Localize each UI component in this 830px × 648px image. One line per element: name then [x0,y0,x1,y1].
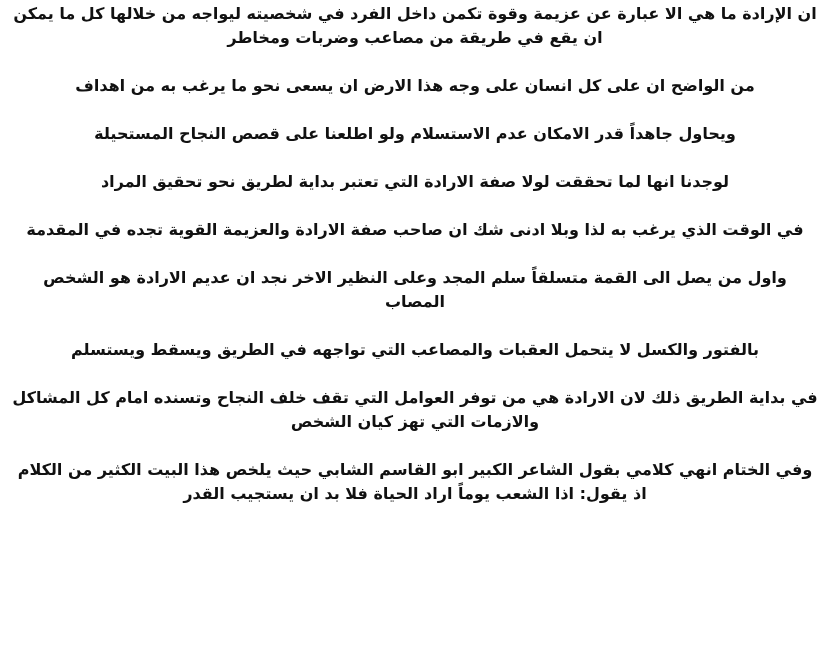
paragraph-2: من الواضح ان على كل انسان على وجه هذا الارض ان يسعى نحو ما يرغب به من اهداف [75,76,755,95]
paragraph-6: واول من يصل الى القمة متسلقاً سلم المجد وعلى النظير الاخر نجد ان عديم الارادة هو الشخص المصاب [43,268,787,311]
paragraph-conclusion: وفي الختام انهي كلامي بقول الشاعر الكبير ابو القاسم الشابي حيث يلخص هذا البيت الكثير من الكلام اذ يقول: اذا الشعب يوماً اراد الحياة فلا بد ان يستجيب القدر [17,460,813,503]
paragraph-intro: ان الإرادة ما هي الا عبارة عن عزيمة وقوة تكمن داخل الفرد في شخصيته ليواجه من خلالها كل ما يمكن ان يقع في طريقة من مصاعب وضربات ومخاطر [13,4,817,47]
paragraph-4: لوجدنا انها لما تحققت لولا صفة الارادة التي تعتبر بداية لطريق نحو تحقيق المراد [100,172,730,191]
paragraph-3: ويحاول جاهداً قدر الامكان عدم الاستسلام ولو اطلعنا على قصص النجاح المستحيلة [94,124,736,143]
paragraph-8: في بداية الطريق ذلك لان الارادة هي من توفر العوامل التي تقف خلف النجاح وتسنده امام كل المشاكل والازمات التي تهز كيان الشخص [12,388,818,431]
paragraph-5: في الوقت الذي يرغب به لذا وبلا ادنى شك ان صاحب صفة الارادة والعزيمة القوية تجده في المقدمة [26,220,804,239]
paragraph-7: بالفتور والكسل لا يتحمل العقبات والمصاعب التي تواجهه في الطريق ويسقط ويستسلم [70,340,759,359]
